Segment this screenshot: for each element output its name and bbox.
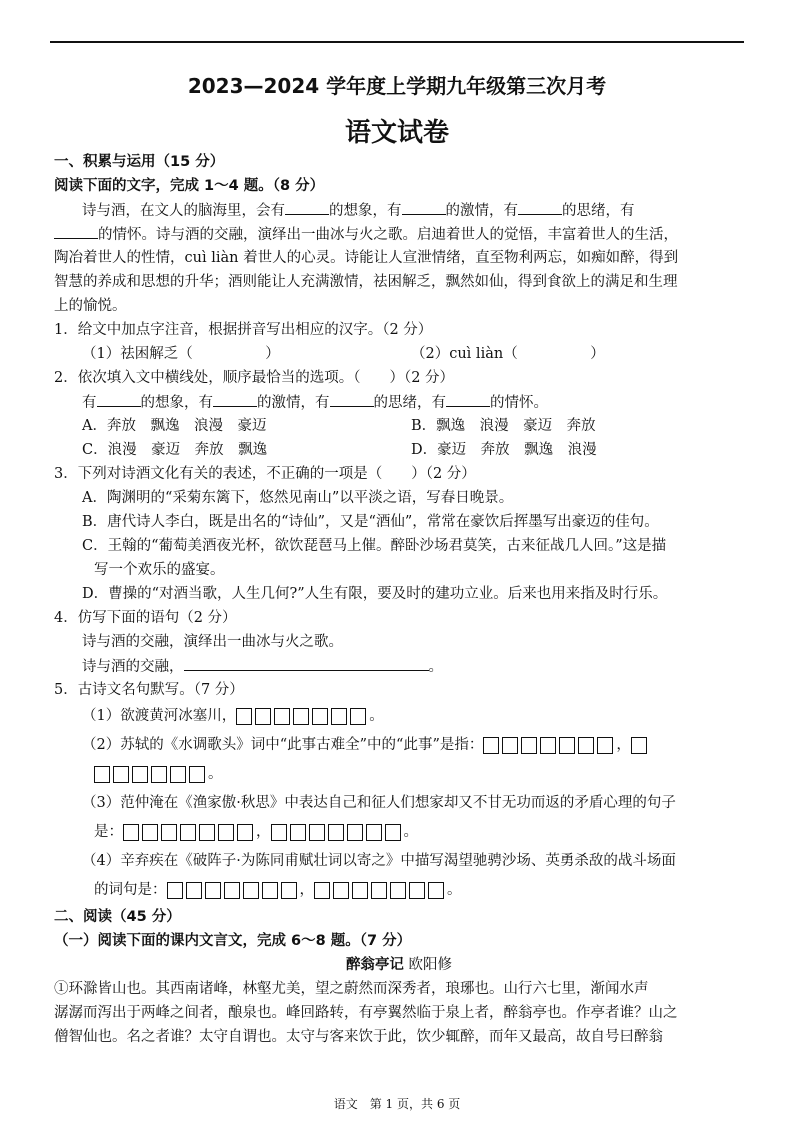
answer-box[interactable] (123, 824, 139, 841)
answer-box[interactable] (385, 824, 401, 841)
exam-subject-title: 语文试卷 (344, 118, 449, 148)
q5-item-1: （1）欲渡黄河冰塞川， 。 (82, 708, 384, 724)
q3-option-b: B．唐代诗人李白，既是出名的“诗仙”，又是“酒仙”，常常在豪饮后挥墨写出豪迈的佳句。 (82, 514, 659, 530)
answer-box[interactable] (271, 824, 287, 841)
answer-box[interactable] (243, 882, 259, 899)
answer-box[interactable] (428, 882, 444, 899)
q5-item-3-cont: 是： ， 。 (94, 824, 418, 840)
section2-heading: 二、阅读（45 分） (54, 909, 181, 925)
section2-sub-heading: （一）阅读下面的课内文言文，完成 6～8 题。（7 分） (54, 933, 412, 949)
answer-box[interactable] (290, 824, 306, 841)
exam-title: 2023—2024 学年度上学期九年级第三次月考 (187, 74, 607, 98)
q3-option-c-cont: 写一个欢乐的盛宴。 (94, 562, 225, 578)
passage-line-1: 诗与酒，在文人的脑海里，会有 的想象，有 的激情，有 的思绪，有 (54, 198, 744, 222)
q2-option-d: D．豪迈 奔放 飘逸 浪漫 (411, 442, 597, 458)
answer-box[interactable] (151, 766, 167, 783)
answer-blank[interactable] (285, 198, 329, 215)
q3-option-c: C．王翰的“葡萄美酒夜光杯，欲饮琵琶马上催。醉卧沙场君莫笑，古来征战几人回。”这是描 (82, 538, 667, 554)
answer-blank[interactable] (446, 390, 490, 407)
answer-box[interactable] (631, 737, 647, 754)
q5-item-4: （4）辛弃疾在《破阵子·为陈同甫赋壮词以寄之》中描写渴望驰骋沙场、英勇杀敌的战斗场面 (82, 853, 676, 869)
answer-box[interactable] (578, 737, 594, 754)
answer-box[interactable] (255, 708, 271, 725)
answer-box[interactable] (352, 882, 368, 899)
answer-blank[interactable] (518, 198, 562, 215)
answer-box[interactable] (262, 882, 278, 899)
answer-box[interactable] (540, 737, 556, 754)
q2-option-b: B．飘逸 浪漫 豪迈 奔放 (411, 418, 596, 434)
answer-box[interactable] (237, 824, 253, 841)
text-title: 醉翁亭记 (345, 957, 404, 973)
answer-box[interactable] (309, 824, 325, 841)
answer-box[interactable] (274, 708, 290, 725)
text-author: 欧阳修 (408, 957, 453, 973)
answer-box[interactable] (180, 824, 196, 841)
answer-box[interactable] (502, 737, 518, 754)
top-rule (50, 41, 744, 43)
q1-stem: 1．给文中加点字注音，根据拼音写出相应的汉字。（2 分） (54, 322, 433, 338)
answer-blank[interactable] (54, 222, 98, 239)
section1-heading: 一、积累与运用（15 分） (54, 154, 225, 170)
answer-box[interactable] (94, 766, 110, 783)
reading-line-2: 潺潺而泻出于两峰之间者，酿泉也。峰回路转，有亭翼然临于泉上者，醉翁亭也。作亭者谁？山之 (54, 1005, 678, 1021)
answer-box[interactable] (559, 737, 575, 754)
answer-blank[interactable] (402, 198, 446, 215)
q1-options (54, 342, 744, 366)
answer-blank[interactable] (184, 654, 429, 671)
answer-box[interactable] (189, 766, 205, 783)
answer-box[interactable] (186, 882, 202, 899)
exam-content (54, 150, 744, 1049)
answer-box[interactable] (218, 824, 234, 841)
q3-option-a: A．陶渊明的“采菊东篱下，悠然见南山”以平淡之语，写春日晚景。 (82, 490, 514, 506)
text-title-line (54, 953, 744, 977)
answer-box[interactable] (161, 824, 177, 841)
answer-box[interactable] (521, 737, 537, 754)
answer-box[interactable] (328, 824, 344, 841)
answer-box[interactable] (167, 882, 183, 899)
section1-instruction: 阅读下面的文字，完成 1～4 题。（8 分） (54, 178, 325, 194)
answer-box[interactable] (333, 882, 349, 899)
page-footer: 语文 第 1 页，共 6 页 (333, 1097, 461, 1111)
answer-box[interactable] (199, 824, 215, 841)
answer-box[interactable] (350, 708, 366, 725)
answer-box[interactable] (390, 882, 406, 899)
passage-line-5: 上的愉悦。 (54, 298, 127, 314)
answer-box[interactable] (113, 766, 129, 783)
reading-line-3: 僧智仙也。名之者谁？太守自谓也。太守与客来饮于此，饮少辄醉，而年又最高，故自号曰醉翁 (54, 1029, 663, 1045)
answer-box[interactable] (366, 824, 382, 841)
passage-line-3: 陶冶着世人的性情，cuì liàn 着世人的心灵。诗能让人宣泄情绪，直至物利两忘，如痴如醉，得到 (54, 250, 679, 266)
answer-box[interactable] (314, 882, 330, 899)
q4-stem: 4．仿写下面的语句（2 分） (54, 610, 237, 626)
q2-options-row-2 (54, 438, 744, 462)
answer-box[interactable] (597, 737, 613, 754)
answer-box[interactable] (281, 882, 297, 899)
answer-box[interactable] (170, 766, 186, 783)
answer-box[interactable] (331, 708, 347, 725)
answer-box[interactable] (205, 882, 221, 899)
reading-line-1: ①环滁皆山也。其西南诸峰，林壑尤美，望之蔚然而深秀者，琅琊也。山行六七里，渐闻水声 (54, 981, 649, 997)
q5-item-2: （2）苏轼的《水调歌头》词中“此事古难全”中的“此事”是指： ， (54, 731, 744, 760)
answer-box[interactable] (371, 882, 387, 899)
q3-option-d: D．曹操的“对酒当歌，人生几何?”人生有限，要及时的建功立业。后来也用来指及时行乐。 (82, 586, 668, 602)
q4-example: 诗与酒的交融，演绎出一曲冰与火之歌。 (82, 634, 343, 650)
q5-item-2-cont: 。 (54, 760, 744, 789)
q2-option-c: C．浪漫 豪迈 奔放 飘逸 (82, 442, 268, 458)
answer-box[interactable] (347, 824, 363, 841)
answer-box[interactable] (142, 824, 158, 841)
passage-line-4: 智慧的养成和思想的升华；酒则能让人充满激情，祛困解乏，飘然如仙，得到食欲上的满足和生理 (54, 274, 678, 290)
q1-part-1: （1）祛困解乏（ ） (82, 346, 280, 362)
q5-item-3: （3）范仲淹在《渔家傲·秋思》中表达自己和征人们想家却又不甘无功而返的矛盾心理的句子 (82, 795, 676, 811)
q5-item-4-cont: 的词句是： ， 。 (94, 882, 462, 898)
answer-box[interactable] (236, 708, 252, 725)
q3-stem: 3．下列对诗酒文化有关的表述，不正确的一项是（ ）（2 分） (54, 466, 476, 482)
answer-box[interactable] (224, 882, 240, 899)
answer-box[interactable] (132, 766, 148, 783)
passage-line-2: 的情怀。诗与酒的交融，演绎出一曲冰与火之歌。启迪着世人的觉悟，丰富着世人的生活， (54, 222, 744, 246)
q2-options-row-1 (54, 414, 744, 438)
answer-box[interactable] (312, 708, 328, 725)
q2-stem: 2．依次填入文中横线处，顺序最恰当的选项。（ ）（2 分） (54, 370, 455, 386)
q4-answer-line: 诗与酒的交融， 。 (54, 654, 744, 678)
q1-part-2: （2）cuì liàn（ ） (411, 346, 605, 362)
q5-stem: 5．古诗文名句默写。（7 分） (54, 682, 244, 698)
answer-blank[interactable] (97, 390, 141, 407)
answer-box[interactable] (483, 737, 499, 754)
answer-blank[interactable] (330, 390, 374, 407)
answer-box[interactable] (409, 882, 425, 899)
q2-option-a: A．奔放 飘逸 浪漫 豪迈 (82, 418, 267, 434)
q2-fill-line: 有 的想象，有 的激情，有 的思绪，有 的情怀。 (54, 390, 744, 414)
answer-box[interactable] (293, 708, 309, 725)
answer-blank[interactable] (213, 390, 257, 407)
